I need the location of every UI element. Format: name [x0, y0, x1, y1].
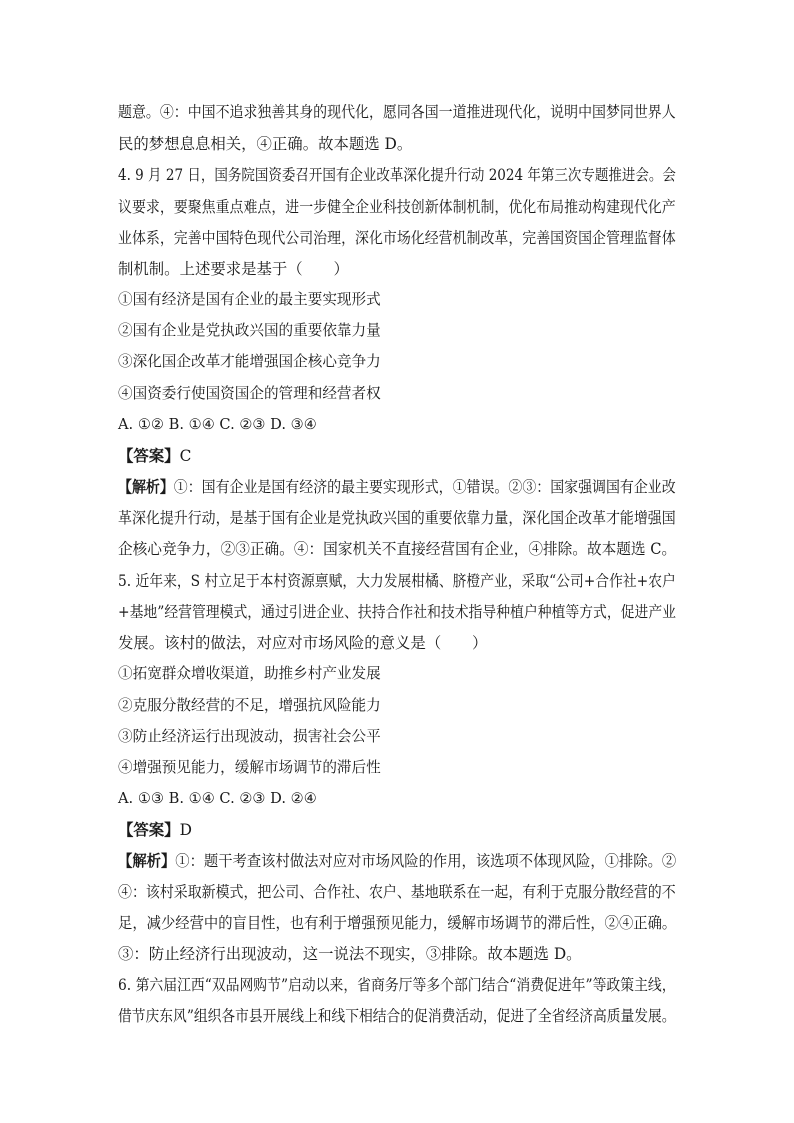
- text-line: 借节庆东风”组织各市县开展线上和线下相结合的促消费活动，促进了全省经济高质量发展。: [118, 1007, 676, 1025]
- text-line: 业体系，完善中国特色现代公司治理，深化市场化经营机制改革，完善国资国企管理监督体: [118, 229, 676, 247]
- option-statement: ②克服分散经营的不足，增强抗风险能力: [118, 697, 381, 714]
- option-statement: ②国有企业是党执政兴国的重要依靠力量: [118, 322, 381, 339]
- text-line: +基地”经营管理模式，通过引进企业、扶持合作社和技术指导种植户种植等方式，促进产业: [118, 603, 676, 621]
- section-text: ①：题干考查该村做法对应对市场风险的作用，该选项不体现风险，①排除。②: [175, 852, 677, 870]
- text-line: 企核心竞争力，②③正确。④：国家机关不直接经营国有企业，④排除。故本题选 C。: [118, 540, 677, 558]
- section-marker: 【答案】: [118, 447, 180, 465]
- section-marker: 【解析】: [118, 478, 174, 496]
- text-line: 题意。④：中国不追求独善其身的现代化，愿同各国一道推进现代化，说明中国梦同世界人: [118, 103, 676, 121]
- option-statement: ④增强预见能力，缓解市场调节的滞后性: [118, 759, 381, 776]
- option-statement: ①国有经济是国有企业的最主要实现形式: [118, 291, 381, 308]
- option-statement: ④国资委行使国资国企的管理和经营者权: [118, 385, 381, 402]
- section-text: C: [179, 447, 192, 465]
- section-text: D: [179, 821, 192, 839]
- answer-line: [118, 820, 192, 840]
- analysis-line: [118, 477, 676, 497]
- answer-choices: A. ①③ B. ①④ C. ②③ D. ②④: [118, 790, 317, 807]
- question-4-stem: 4. 9 月 27 日，国务院国资委召开国有企业改革深化提升行动 2024 年第三次专题推进会。会: [118, 166, 676, 184]
- text-line: 民的梦想息息相关，④正确。故本题选 D。: [118, 135, 413, 153]
- text-line: ③：防止经济行出现波动，这一说法不现实，③排除。故本题选 D。: [118, 945, 582, 963]
- question-6-stem: 6. 第六届江西“双品网购节”启动以来，省商务厅等多个部门结合“消费促进年”等政策主线，: [118, 976, 676, 994]
- section-marker: 【解析】: [118, 852, 176, 870]
- text-line: 革深化提升行动，是基于国有企业是党执政兴国的重要依靠力量，深化国企改革才能增强国: [118, 509, 676, 527]
- text-line: ④：该村采取新模式，把公司、合作社、农户、基地联系在一起，有利于克服分散经营的不: [118, 883, 676, 901]
- text-line: 议要求，要聚焦重点难点，进一步健全企业科技创新体制机制，优化布局推动构建现代化产: [118, 198, 676, 216]
- answer-line: [118, 446, 191, 466]
- answer-choices: A. ①② B. ①④ C. ②③ D. ③④: [118, 416, 317, 433]
- analysis-line: [118, 851, 676, 871]
- section-text: ①：国有企业是国有经济的最主要实现形式，①错误。②③：国家强调国有企业改: [173, 478, 676, 496]
- option-statement: ③防止经济运行出现波动，损害社会公平: [118, 728, 381, 745]
- section-marker: 【答案】: [118, 821, 180, 839]
- question-5-stem: 5. 近年来，S 村立足于本村资源禀赋，大力发展柑橘、脐橙产业，采取“公司+合作社+农户: [118, 572, 676, 590]
- text-line: 足，减少经营中的盲目性，也有利于增强预见能力，缓解市场调节的滞后性，②④正确。: [118, 914, 677, 932]
- text-line: 制机制。上述要求是基于（ ）: [118, 260, 349, 278]
- option-statement: ①拓宽群众增收渠道，助推乡村产业发展: [118, 665, 381, 682]
- text-line: 发展。该村的做法，对应对市场风险的意义是（ ）: [118, 634, 488, 652]
- option-statement: ③深化国企改革才能增强国企核心竞争力: [118, 353, 381, 370]
